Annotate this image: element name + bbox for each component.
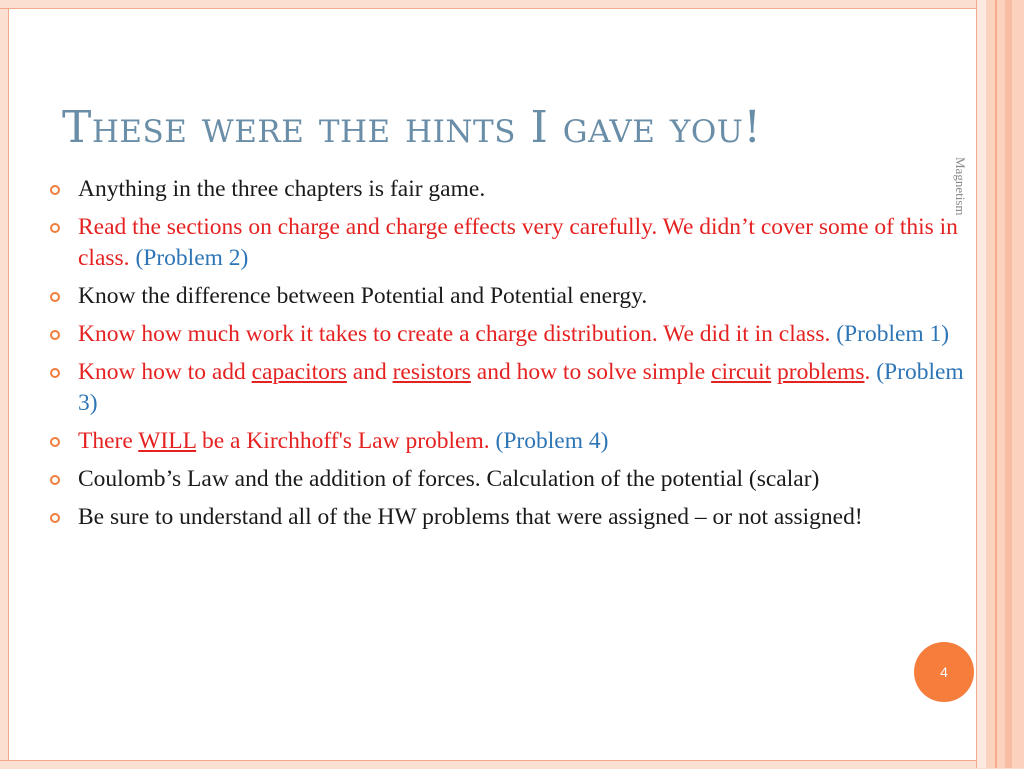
underlined-term: resistors [392,359,471,385]
page-number-badge [914,642,974,702]
bullet-item [48,464,973,495]
slide-title: These were the hints I gave you! [62,102,762,153]
bullet-icon [50,368,60,378]
bullet-text: Coulomb’s Law and the addition of forces. Calculation of the potential (scalar) [78,466,820,492]
bullet-text-red: and [346,359,393,385]
bullet-text: Be sure to understand all of the HW problems that were assigned – or not assigned! [78,504,863,530]
underlined-term: capacitors [251,359,347,385]
bullet-item [48,426,973,457]
bullet-item [48,281,973,312]
bullet-icon [50,292,60,302]
frame-top-border [0,0,1024,9]
bullet-icon [50,223,60,233]
bullet-icon [50,437,60,447]
bullet-icon [50,513,60,523]
bullet-text-red: Know how much work it takes to create a charge distribution. We did it in class. [78,321,837,347]
underlined-term: WILL [138,428,197,454]
bullet-icon [50,475,60,485]
bullet-item [48,212,973,274]
bullet-text-red: Know how to add [78,359,252,385]
bullet-item [48,174,973,205]
underlined-term: circuit [711,359,772,385]
underlined-term: problems [777,359,865,385]
bullet-text-red: There [78,428,139,454]
bullet-text: Anything in the three chapters is fair game. [78,176,486,202]
bullet-text-red: and how to solve simple [470,359,712,385]
bullet-icon [50,185,60,195]
bullet-item [48,319,973,350]
bullet-text: Know the difference between Potential and Potential energy. [78,283,648,309]
problem-ref: (Problem 2) [135,245,249,271]
frame-right-stripe [1005,0,1012,768]
page-number: 4 [940,664,948,680]
bullet-item [48,357,973,419]
bullet-icon [50,330,60,340]
frame-right-stripe [995,0,997,768]
bullet-text-red: be a Kirchhoff's Law problem. [196,428,496,454]
problem-ref: (Problem 4) [495,428,609,454]
bullet-list [48,174,973,540]
problem-ref: (Problem 3) [78,359,964,416]
frame-left-border [0,0,9,768]
bullet-item [48,502,973,533]
bullet-text-red: Read the sections on charge and charge effects very carefully. We didn’t cover some of this in class. [78,214,958,271]
problem-ref: (Problem 1) [836,321,950,347]
side-label: Magnetism [953,157,968,216]
bullet-text-red: . [864,359,877,385]
